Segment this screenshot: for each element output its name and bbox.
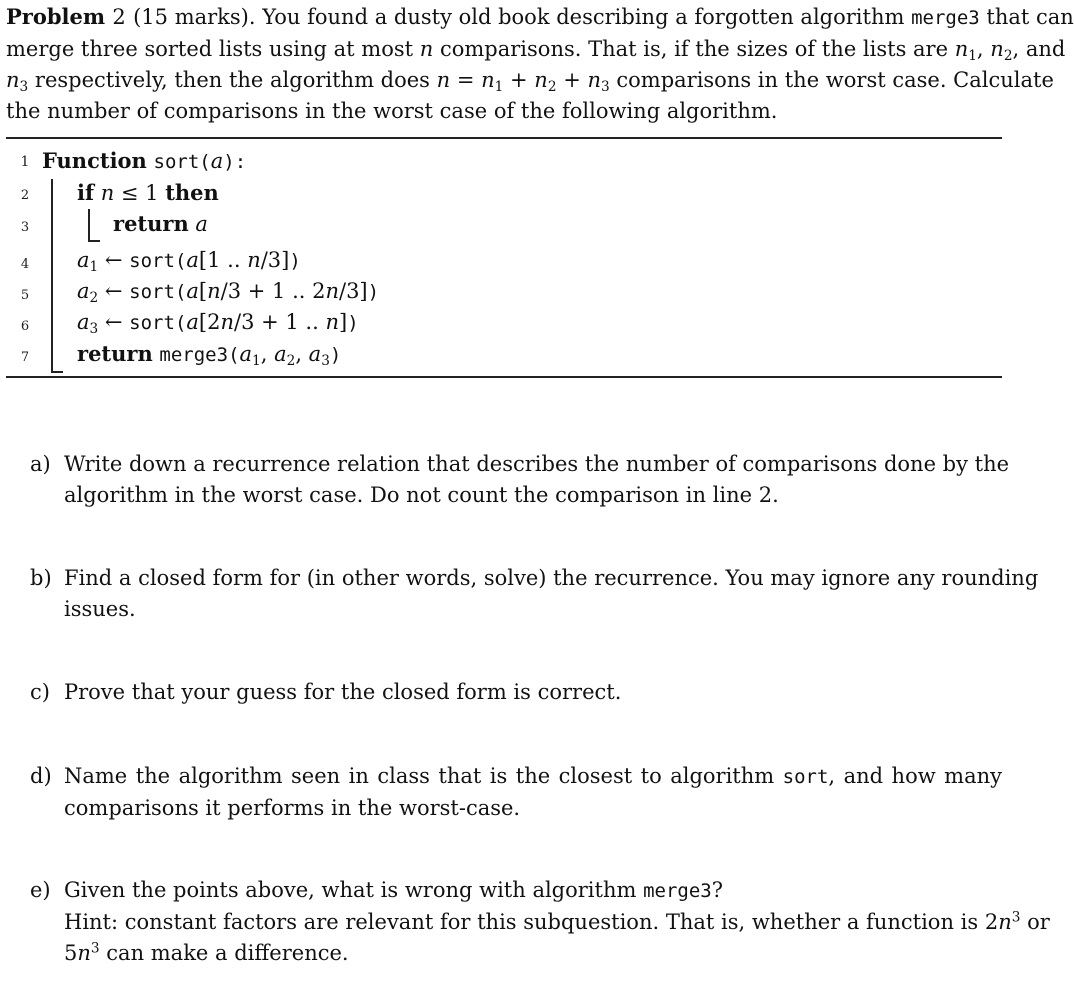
intro-text-2c: and — [1025, 37, 1066, 61]
question-label: c) — [30, 680, 50, 704]
question-text: Hint: constant factors are relevant for this subquestion. That is, whether a function is $2n^3$ or — [64, 909, 1050, 934]
intro-text-3b: comparisons in the worst case. Calculate — [616, 68, 1054, 92]
problem-title: Problem 2 (15 marks). — [6, 4, 256, 29]
function-scope-bar — [51, 179, 53, 372]
code-line-3: return a — [113, 211, 208, 236]
code-line-2: if n ≤ 1 then — [77, 180, 219, 205]
line-number: 3 — [20, 220, 30, 235]
question-e — [30, 875, 1050, 969]
intro-text-1-end: that can — [986, 5, 1074, 29]
line-number: 4 — [20, 257, 30, 272]
question-text: $5n^3$ can make a difference. — [64, 940, 349, 965]
code-line-1: Function sort(a): — [42, 148, 247, 173]
code-line-4: $a_1$ ← sort(a[1 .. n/3]) — [77, 248, 301, 276]
line-number: 5 — [20, 288, 30, 303]
question-text: Find a closed form for (in other words, solve) the recurrence. You may ignore any rounding — [64, 566, 1039, 590]
question-label: a) — [30, 452, 51, 476]
if-scope-end — [88, 240, 100, 242]
intro-text-2a: merge three sorted lists using at most — [6, 37, 414, 61]
problem-statement: Problem 2 (15 marks). You found a dusty old book describing a forgotten algorithm merge3 that can merge three sorted lists using at most n comparisons. That is, if the sizes of the lists are $n_1$, $n_2$, and $n_3$ respectively, then the algorithm does $n = n_1 + n_2 + n_3$ comparisons in the worst case. Calculate the number of comparisons in the worst case of the following algorithm. — [6, 4, 1074, 123]
question-a — [30, 449, 1010, 511]
algo-name: merge3 — [911, 7, 980, 29]
code-line-6: $a_3$ ← sort(a[2n/3 + 1 .. n]) — [77, 310, 359, 338]
question-b — [30, 563, 1039, 625]
code-line-7: return $merge3(a_1$, $a_2$, $a_3$) — [77, 341, 342, 370]
question-text: Write down a recurrence relation that describes the number of comparisons done by the — [64, 452, 1010, 476]
question-text: issues. — [64, 597, 136, 621]
line-number: 2 — [20, 188, 30, 203]
line-number: 6 — [20, 319, 30, 334]
question-label: b) — [30, 566, 52, 590]
intro-text-3a: respectively, then the algorithm does — [34, 68, 430, 92]
algorithm-bottom-rule — [6, 376, 1002, 378]
if-scope-bar — [88, 209, 90, 241]
function-scope-end — [51, 371, 63, 373]
intro-text-4: the number of comparisons in the worst case of the following algorithm. — [6, 99, 778, 123]
line-number: 1 — [20, 154, 30, 170]
line-number: 7 — [20, 350, 30, 365]
question-text: algorithm in the worst case. Do not count the comparison in line 2. — [64, 483, 779, 507]
question-text: Prove that your guess for the closed form is correct. — [64, 680, 622, 704]
intro-text-1: You found a dusty old book describing a forgotten algorithm — [262, 5, 905, 29]
question-label: e) — [30, 878, 51, 902]
intro-text-2b: comparisons. That is, if the sizes of the lists are — [439, 37, 949, 61]
question-label: d) — [30, 764, 52, 788]
code-line-5: $a_2$ ← sort(a[n/3 + 1 .. 2n/3]) — [77, 279, 380, 307]
question-text: Given the points above, what is wrong with algorithm merge3? — [64, 878, 723, 902]
algorithm-block — [0, 145, 1024, 373]
question-text: comparisons it performs in the worst-case. — [64, 796, 521, 820]
question-d — [30, 761, 1002, 824]
algorithm-top-rule — [6, 137, 1002, 139]
question-text: Name the algorithm seen in class that is the closest to algorithm sort, and how many — [64, 764, 1002, 788]
question-c — [30, 677, 1002, 708]
